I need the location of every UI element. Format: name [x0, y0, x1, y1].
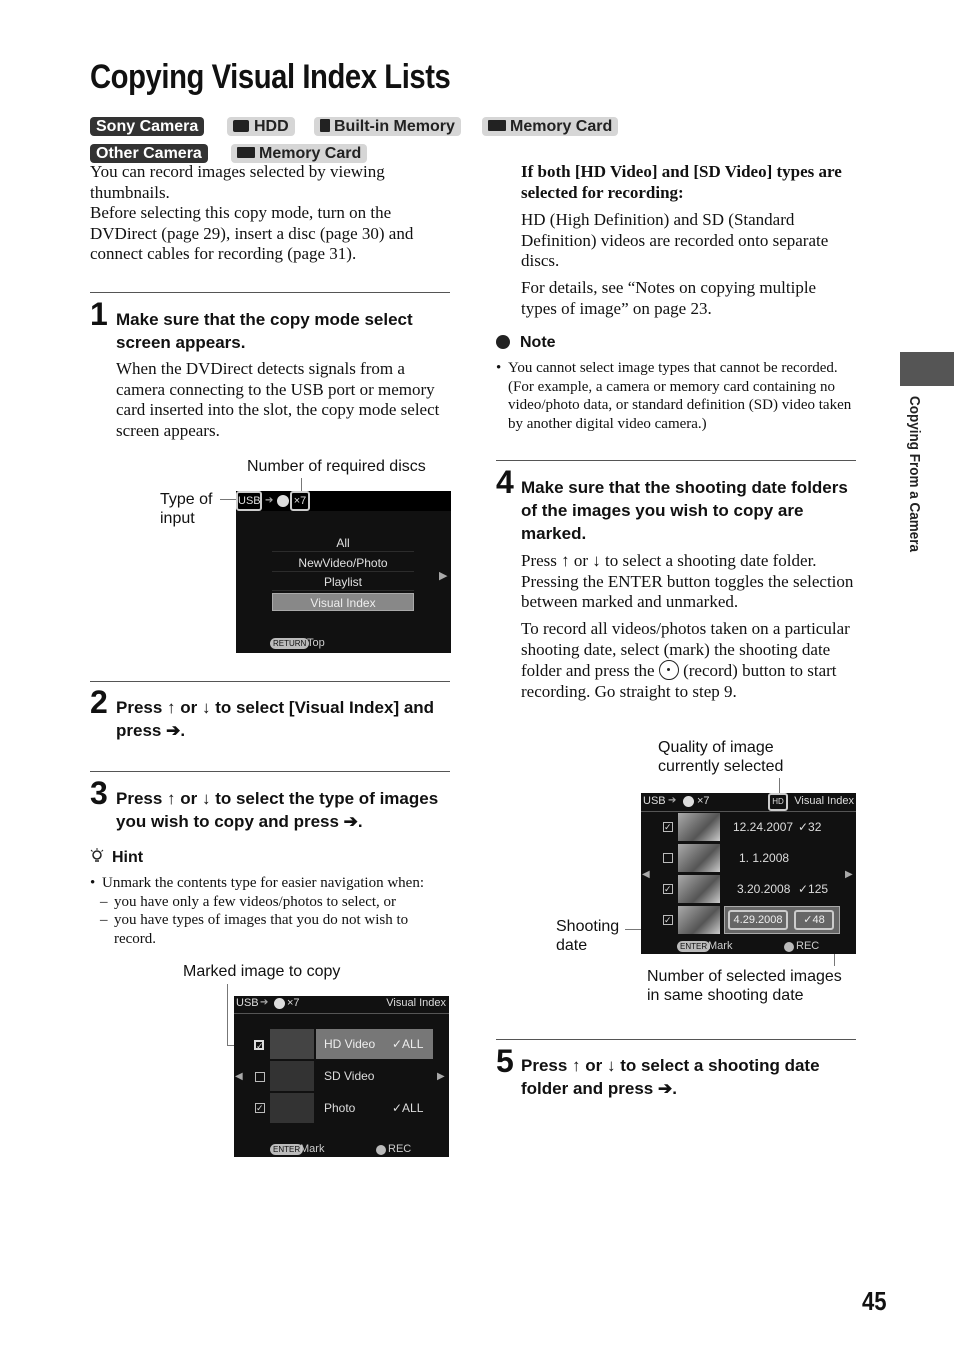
- step-1-body: When the DVDirect detects signals from a camera connecting to the USB port or memory card inserted into the slot, the copy mode select screen appears.: [116, 359, 440, 440]
- divider: [90, 771, 450, 772]
- menu-item-new-video-photo[interactable]: NewVideo/Photo: [272, 554, 414, 572]
- lightbulb-icon: [90, 848, 104, 864]
- image-type-screen: [234, 996, 449, 1157]
- step-1-heading: Make sure that the copy mode select screen appears.: [116, 310, 413, 352]
- divider: [90, 292, 450, 293]
- label-shooting-date: Shooting date: [556, 918, 620, 954]
- badge-memcard-label: Memory Card: [510, 118, 613, 135]
- camera-icon: [270, 1093, 314, 1123]
- scroll-right-icon: ▶: [437, 1071, 445, 1082]
- label-quality: Quality of image currently selected: [658, 739, 784, 775]
- step-3-number: 3: [90, 775, 108, 811]
- disc-icon: [277, 495, 289, 507]
- screen-title: Visual Index: [386, 997, 446, 1009]
- note-body: [496, 359, 856, 433]
- memory-chip-icon: [320, 119, 330, 132]
- row-sd-video-name: SD Video: [324, 1069, 375, 1083]
- menu-item-playlist[interactable]: Playlist: [272, 573, 414, 591]
- usb-indicator: USB: [236, 997, 259, 1009]
- rec-label: REC: [388, 1143, 412, 1155]
- step-5-heading: Press ↑ or ↓ to select a shooting date folder and press ➔.: [521, 1056, 820, 1098]
- hint-body: [90, 874, 450, 948]
- menu-item-all[interactable]: All: [272, 534, 414, 552]
- hint-dash-1: – you have only a few videos/photos to select, or: [90, 893, 450, 912]
- step-2-heading: Press ↑ or ↓ to select [Visual Index] and press ➔.: [116, 698, 435, 740]
- page-title: Copying Visual Index Lists: [90, 58, 451, 96]
- copy-mode-screen: [236, 491, 451, 653]
- hint-bullet: • Unmark the contents type for easier navigation when:: [90, 874, 450, 893]
- badge-memcard2-label: Memory Card: [259, 145, 362, 162]
- label-type-of-input: Type of input: [160, 491, 213, 527]
- rec-icon: [376, 1145, 386, 1155]
- thumbnail: [678, 875, 720, 903]
- arrow-right-icon: ➔: [668, 795, 677, 806]
- badge-other-camera: Other Camera: [90, 144, 208, 163]
- checkbox-date-1[interactable]: ✓: [664, 822, 672, 832]
- side-section-label: Copying From a Camera: [906, 396, 923, 553]
- row-date-3[interactable]: 3.20.2008: [737, 882, 791, 896]
- scroll-left-icon: ◀: [642, 869, 650, 880]
- film-icon: [270, 1029, 314, 1059]
- step-3-heading: Press ↑ or ↓ to select the type of images you wish to copy and press ➔.: [116, 789, 439, 831]
- label-required-discs: Number of required discs: [247, 458, 426, 475]
- checkbox-sd-video[interactable]: [255, 1072, 265, 1082]
- label-marked-image: Marked image to copy: [183, 963, 341, 980]
- usb-indicator: USB: [643, 795, 666, 807]
- return-key: RETURN: [270, 638, 309, 649]
- note-bullet: • You cannot select image types that cannot be recorded. (For example, a camera or memory card containing no video/photo data, or standard definition (SD) video taken by another digital video camera.): [496, 359, 856, 433]
- step-4-p1: Press ↑ or ↓ to select a shooting date folder. Pressing the ENTER button toggles the selection between marked and unmarked.: [521, 551, 854, 611]
- scroll-right-icon: ▶: [845, 869, 853, 880]
- menu-item-visual-index[interactable]: Visual Index: [272, 593, 414, 611]
- intro-p2: Before selecting this copy mode, turn on the DVDirect (page 29), insert a disc (page 30) and connect cables for recording (page 31).: [90, 203, 414, 263]
- mark-label: Mark: [708, 940, 733, 952]
- row-count-3: ✓125: [798, 882, 829, 896]
- checkbox-date-4[interactable]: ✓: [664, 915, 672, 925]
- step-5-number: 5: [496, 1043, 514, 1079]
- label-number-selected: Number of selected images in same shooting date: [647, 968, 842, 1004]
- scroll-left-icon: ◀: [235, 1071, 243, 1082]
- row-date-4: 4.29.2008: [728, 910, 788, 930]
- hint-label: Hint: [112, 849, 144, 866]
- badge-memory-card-2: [231, 144, 367, 163]
- badge-builtin-memory: [314, 117, 461, 136]
- step-4-p2b: (record) button to start recording. Go straight to step 9.: [521, 661, 837, 701]
- step-4-p2: [521, 619, 856, 702]
- screen-title: Visual Index: [794, 795, 854, 807]
- intro-p1: You can record images selected by viewing thumbnails.: [90, 162, 385, 202]
- thumbnail: [678, 844, 720, 872]
- disc-count: ×7: [697, 795, 710, 807]
- divider: [496, 1039, 856, 1040]
- camera-icon: [233, 120, 249, 132]
- disc-count: ×7: [287, 997, 300, 1009]
- intro: [90, 162, 450, 265]
- row-date-1[interactable]: 12.24.2007: [733, 820, 794, 834]
- both-types-p2: For details, see “Notes on copying multiple types of image” on page 23.: [521, 278, 817, 318]
- badge-sony-camera: Sony Camera: [90, 117, 204, 136]
- shooting-date-screen: [641, 793, 856, 954]
- step-4-p2a: To record all videos/photos taken on a particular shooting date, select (mark) the shooting date folder and press the: [521, 619, 850, 680]
- row-hd-video-name: HD Video: [324, 1037, 376, 1051]
- badge-memory-card: [482, 117, 618, 136]
- step-4-heading: Make sure that the shooting date folders of the images you wish to copy are marked.: [521, 478, 848, 543]
- row-count-4: ✓48: [794, 910, 834, 930]
- row-photo-name: Photo: [324, 1101, 356, 1115]
- step-4-number: 4: [496, 464, 514, 500]
- hint-dash-2: – you have types of images that you do not wish to record.: [90, 911, 450, 948]
- checkbox-hd-video[interactable]: ✓: [256, 1041, 264, 1051]
- badge-builtin-label: Built-in Memory: [334, 118, 455, 135]
- both-types-heading: If both [HD Video] and [SD Video] types are selected for recording:: [521, 162, 842, 202]
- usb-indicator: USB: [236, 491, 262, 511]
- checkbox-date-3[interactable]: ✓: [664, 884, 672, 894]
- hd-quality-badge: HD: [768, 793, 788, 811]
- thumbnail: [678, 813, 720, 841]
- callout-line: [220, 499, 236, 500]
- disc-count: ×7: [290, 491, 310, 511]
- arrow-right-icon: ➔: [265, 495, 274, 506]
- arrow-right-icon: ➔: [260, 997, 269, 1008]
- record-button-icon: [659, 660, 679, 680]
- callout-line: [227, 984, 228, 1046]
- row-count-1: ✓32: [798, 820, 822, 834]
- note-heading: [496, 334, 556, 352]
- enter-key: ENTER: [677, 941, 710, 952]
- note-label: Note: [520, 334, 556, 351]
- checkbox-date-2[interactable]: [663, 853, 673, 863]
- step-2-number: 2: [90, 684, 108, 720]
- mark-label: Mark: [300, 1143, 325, 1155]
- step-1-number: 1: [90, 296, 108, 332]
- badge-hdd: [227, 117, 295, 136]
- disc-icon: [683, 796, 694, 807]
- enter-key: ENTER: [270, 1144, 303, 1155]
- rec-label: REC: [796, 940, 820, 952]
- memory-card-icon: [488, 120, 506, 131]
- row-date-2[interactable]: 1. 1.2008: [739, 851, 790, 865]
- row-photo-mark: ✓ALL: [392, 1101, 424, 1115]
- divider: [496, 460, 856, 461]
- divider: [90, 681, 450, 682]
- both-types-p1: HD (High Definition) and SD (Standard Definition) videos are recorded onto separate discs.: [521, 210, 829, 270]
- disc-icon: [274, 998, 285, 1009]
- side-tab-marker: [900, 352, 954, 386]
- hint-heading: [90, 848, 143, 867]
- row-hd-video-mark: ✓ALL: [392, 1037, 424, 1051]
- film-icon: [270, 1061, 314, 1091]
- return-label: Top: [307, 637, 325, 649]
- note-icon: [496, 335, 510, 349]
- badge-hdd-label: HDD: [254, 118, 289, 135]
- page-number: 45: [862, 1286, 887, 1316]
- scroll-right-icon: ▶: [439, 570, 448, 582]
- memory-card-icon: [237, 147, 255, 158]
- callout-line: [779, 778, 780, 794]
- checkbox-photo[interactable]: ✓: [256, 1103, 264, 1113]
- rec-icon: [784, 942, 794, 952]
- thumbnail: [678, 906, 720, 934]
